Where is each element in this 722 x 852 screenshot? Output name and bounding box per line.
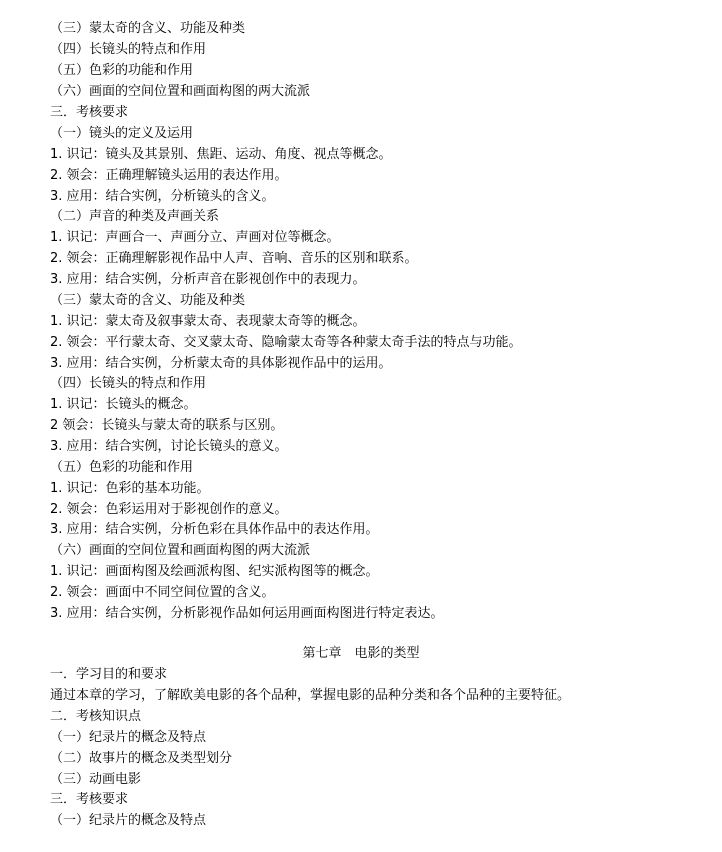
text-line: 1. 识记：长镜头的概念。 bbox=[50, 397, 197, 412]
text-line: 3. 应用：结合实例，分析影视作品如何运用画面构图进行特定表达。 bbox=[50, 606, 444, 621]
text-line: 2. 领会：正确理解影视作品中人声、音响、音乐的区别和联系。 bbox=[50, 251, 418, 266]
section-heading: 三．考核要求 bbox=[50, 792, 129, 807]
text-line: 1. 识记：蒙太奇及叙事蒙太奇、表现蒙太奇等的概念。 bbox=[50, 314, 366, 329]
text-line: （五）色彩的功能和作用 bbox=[50, 63, 194, 78]
subsection-heading: （三）蒙太奇的含义、功能及种类 bbox=[50, 293, 246, 308]
text-line: 3. 应用：结合实例，分析声音在影视创作中的表现力。 bbox=[50, 272, 366, 287]
subsection-heading: （一）镜头的定义及运用 bbox=[50, 126, 194, 141]
subsection-heading: （四）长镜头的特点和作用 bbox=[50, 376, 207, 391]
text-line: 3. 应用：结合实例，讨论长镜头的意义。 bbox=[50, 439, 288, 454]
subsection-heading: （五）色彩的功能和作用 bbox=[50, 460, 194, 475]
subsection-heading: （二）故事片的概念及类型划分 bbox=[50, 751, 233, 766]
text-line: （四）长镜头的特点和作用 bbox=[50, 42, 207, 57]
text-line: （三）蒙太奇的含义、功能及种类 bbox=[50, 21, 246, 36]
text-line: 2 领会：长镜头与蒙太奇的联系与区别。 bbox=[50, 418, 284, 433]
text-line: 3. 应用：结合实例，分析镜头的含义。 bbox=[50, 189, 275, 204]
text-line: 3. 应用：结合实例，分析色彩在具体作品中的表达作用。 bbox=[50, 522, 379, 537]
text-line: 2. 领会：正确理解镜头运用的表达作用。 bbox=[50, 168, 288, 183]
subsection-heading: （一）纪录片的概念及特点 bbox=[50, 813, 207, 828]
text-line: 2. 领会：画面中不同空间位置的含义。 bbox=[50, 585, 275, 600]
subsection-heading: （一）纪录片的概念及特点 bbox=[50, 730, 207, 745]
section-heading: 二．考核知识点 bbox=[50, 709, 142, 724]
section-heading: 一．学习目的和要求 bbox=[50, 667, 168, 682]
subsection-heading: （二）声音的种类及声画关系 bbox=[50, 209, 220, 224]
text-line: 1. 识记：镜头及其景别、焦距、运动、角度、视点等概念。 bbox=[50, 147, 392, 162]
subsection-heading: （六）画面的空间位置和画面构图的两大流派 bbox=[50, 543, 311, 558]
text-line: 1. 识记：画面构图及绘画派构图、纪实派构图等的概念。 bbox=[50, 564, 379, 579]
chapter-title: 第七章 电影的类型 bbox=[302, 646, 420, 661]
text-line: 2. 领会：色彩运用对于影视创作的意义。 bbox=[50, 502, 288, 517]
text-line: （六）画面的空间位置和画面构图的两大流派 bbox=[50, 84, 311, 99]
text-line: 1. 识记：声画合一、声画分立、声画对位等概念。 bbox=[50, 230, 340, 245]
subsection-heading: （三）动画电影 bbox=[50, 772, 142, 787]
text-line: 3. 应用：结合实例，分析蒙太奇的具体影视作品中的运用。 bbox=[50, 356, 392, 371]
text-line: 2. 领会：平行蒙太奇、交叉蒙太奇、隐喻蒙太奇等各种蒙太奇手法的特点与功能。 bbox=[50, 335, 522, 350]
section-heading: 三．考核要求 bbox=[50, 105, 129, 120]
text-line: 1. 识记：色彩的基本功能。 bbox=[50, 481, 210, 496]
text-line: 通过本章的学习，了解欧美电影的各个品种，掌握电影的品种分类和各个品种的主要特征。 bbox=[50, 688, 571, 703]
